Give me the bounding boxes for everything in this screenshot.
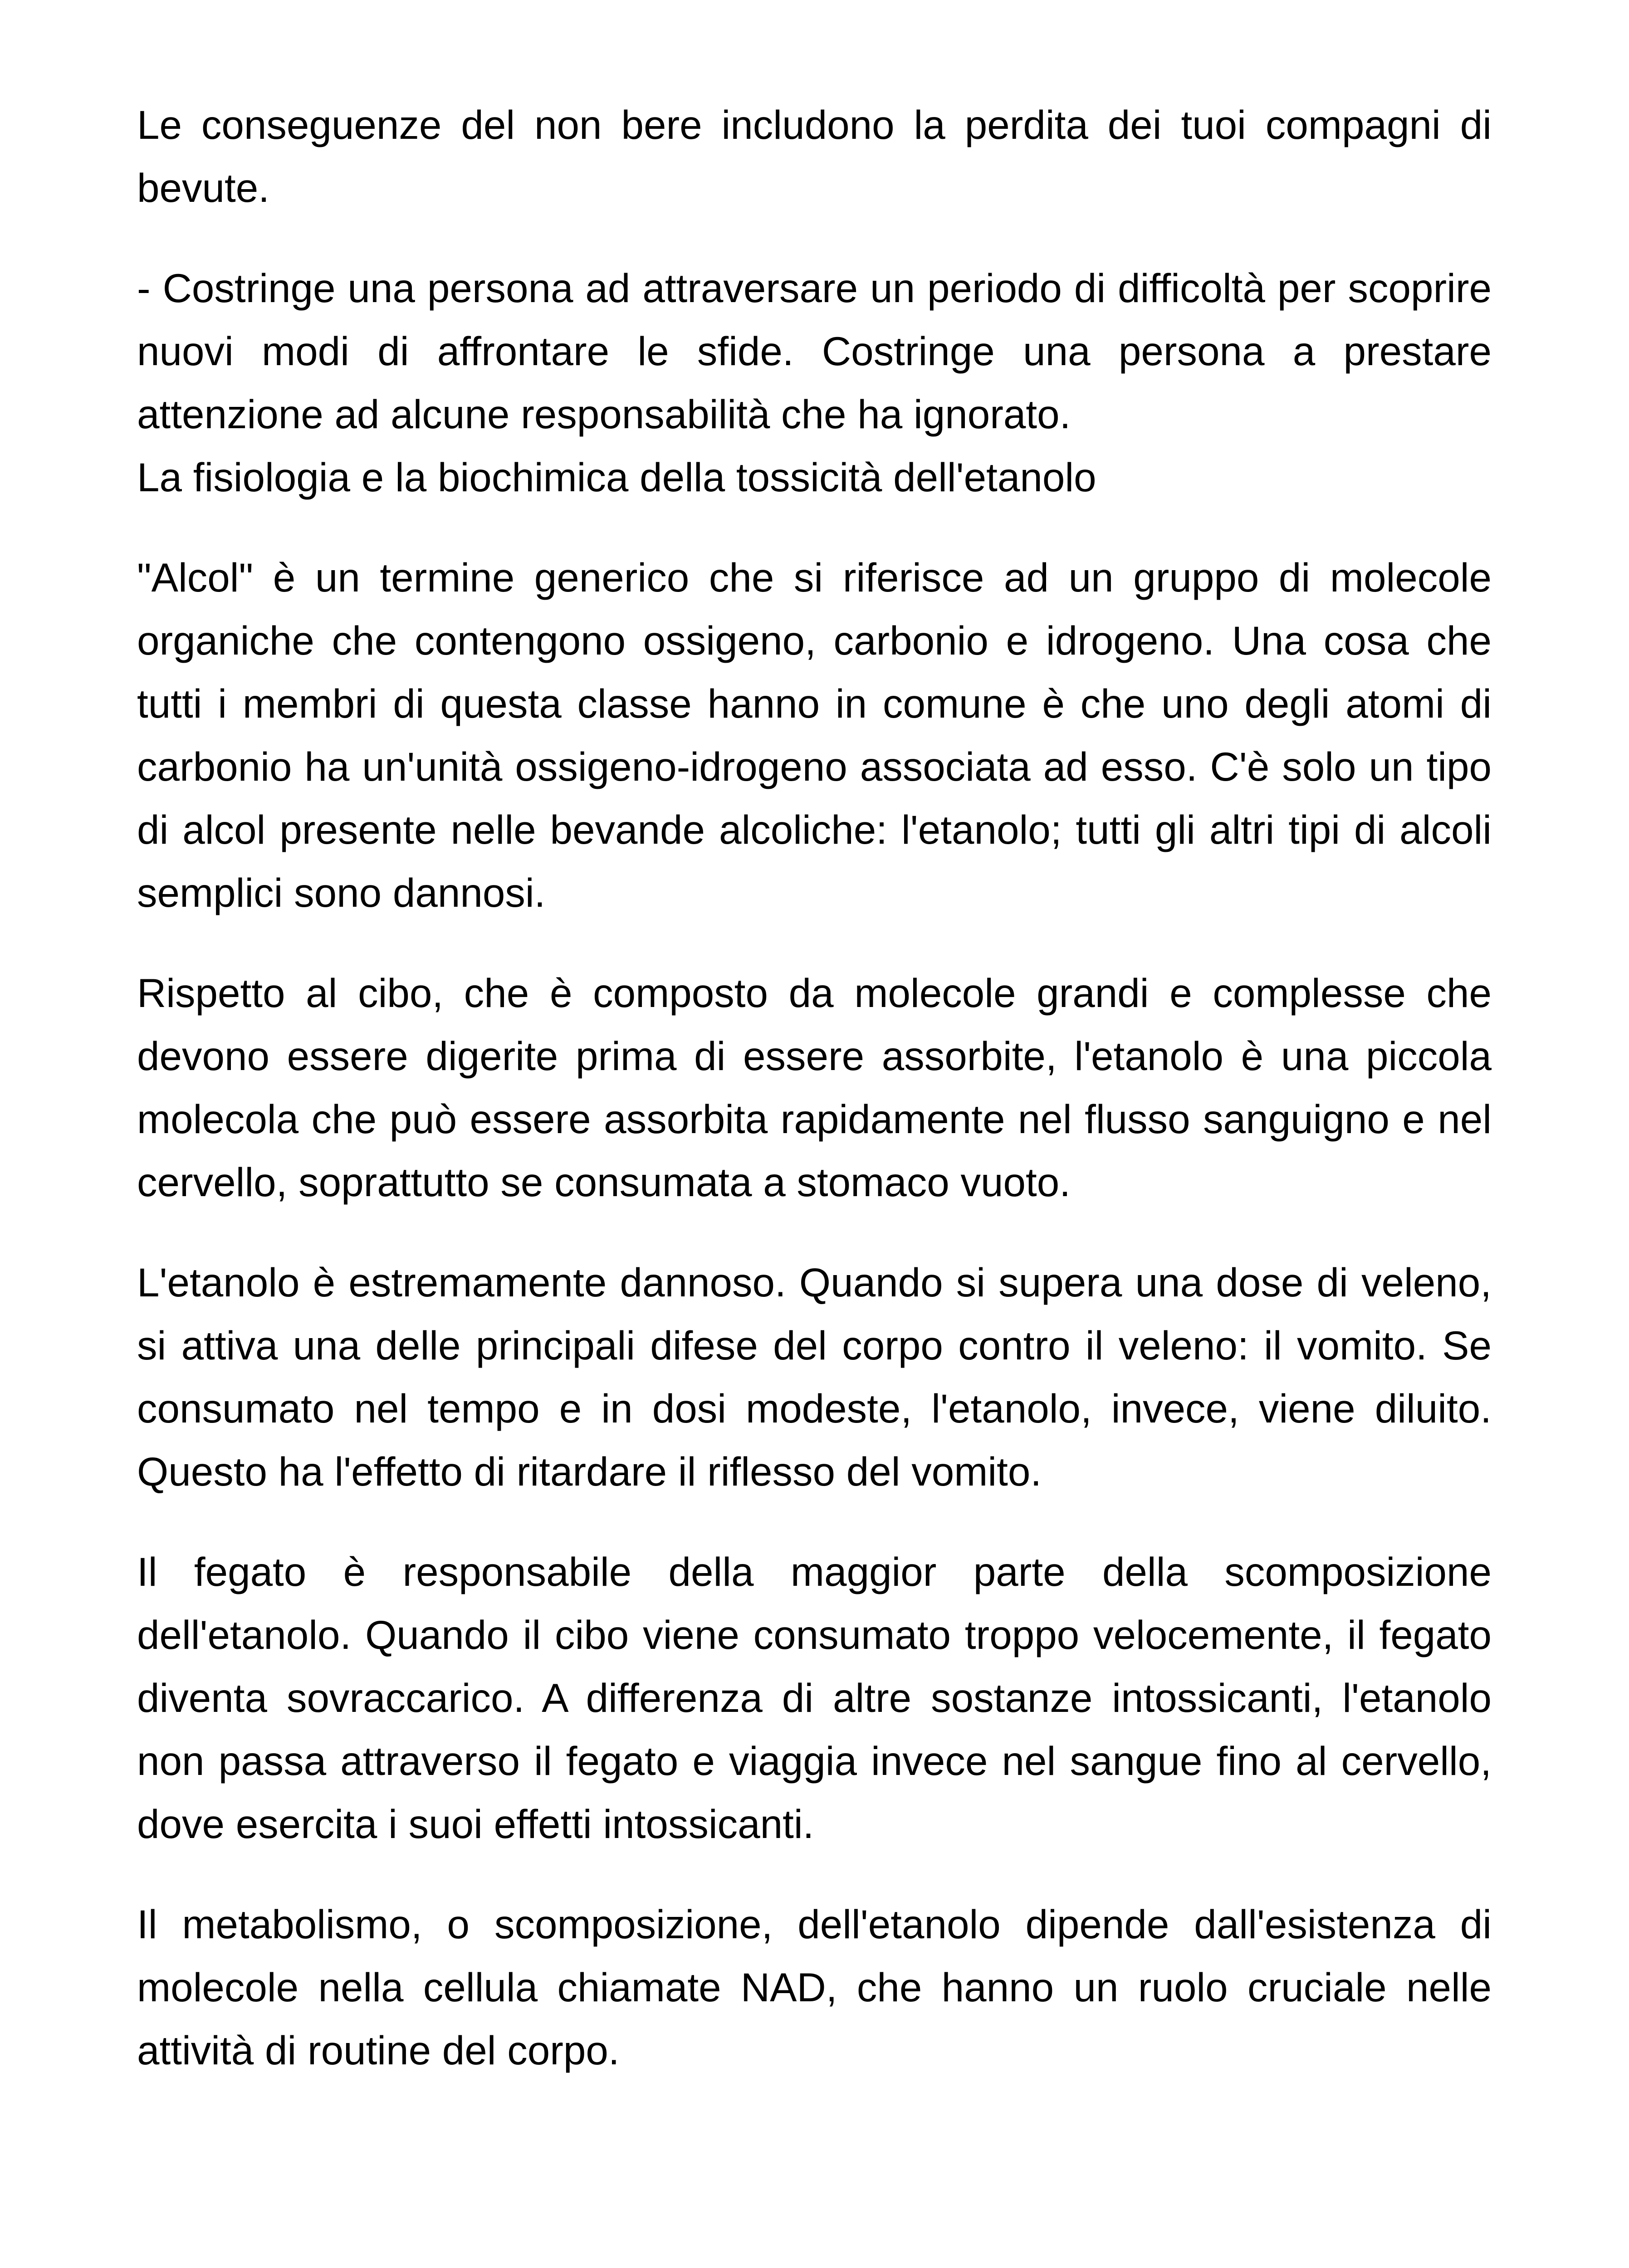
paragraph-toxicity: L'etanolo è estremamente dannoso. Quando si supera una dose di veleno, si attiva una delle principali difese del corpo contro il veleno: il vomito. Se consumato nel tempo e in dosi modeste, l'etanolo, invece, viene diluito. Questo ha l'effetto di ritardare il riflesso del vomito. xyxy=(137,1260,1492,1494)
paragraph-consequences: Le conseguenze del non bere includono la perdita dei tuoi compagni di bevute. xyxy=(137,102,1492,210)
paragraph-absorption: Rispetto al cibo, che è composto da molecole grandi e complesse che devono essere digerite prima di essere assorbite, l'etanolo è una piccola molecola che può essere assorbita rapidamente nel flusso sanguigno e nel cervello, soprattutto se consumata a stomaco vuoto. xyxy=(137,970,1492,1205)
page-content xyxy=(137,93,1492,2082)
paragraph-metabolism: Il metabolismo, o scomposizione, dell'etanolo dipende dall'esistenza di molecole nella cellula chiamate NAD, che hanno un ruolo cruciale nelle attività di routine del corpo. xyxy=(137,1901,1492,2073)
paragraph-liver: Il fegato è responsabile della maggior parte della scomposizione dell'etanolo. Quando il cibo viene consumato troppo velocemente, il fegato diventa sovraccarico. A differenza di altre sostanze intossicanti, l'etanolo non passa attraverso il fegato e viaggia invece nel sangue fino al cervello, dove esercita i suoi effetti intossicanti. xyxy=(137,1549,1492,1847)
paragraph-alcohol-definition: "Alcol" è un termine generico che si riferisce ad un gruppo di molecole organiche che contengono ossigeno, carbonio e idrogeno. Una cosa che tutti i membri di questa classe hanno in comune è che uno degli atomi di carbonio ha un'unità ossigeno-idrogeno associata ad esso. C'è solo un tipo di alcol presente nelle bevande alcoliche: l'etanolo; tutti gli altri tipi di alcoli semplici sono dannosi. xyxy=(137,555,1492,915)
paragraph-difficulties: - Costringe una persona ad attraversare un periodo di difficoltà per scoprire nuovi modi di affrontare le sfide. Costringe una persona a prestare attenzione ad alcune responsabilità che ha ignorato. xyxy=(137,265,1492,437)
section-heading: La fisiologia e la biochimica della tossicità dell'etanolo xyxy=(137,455,1096,500)
